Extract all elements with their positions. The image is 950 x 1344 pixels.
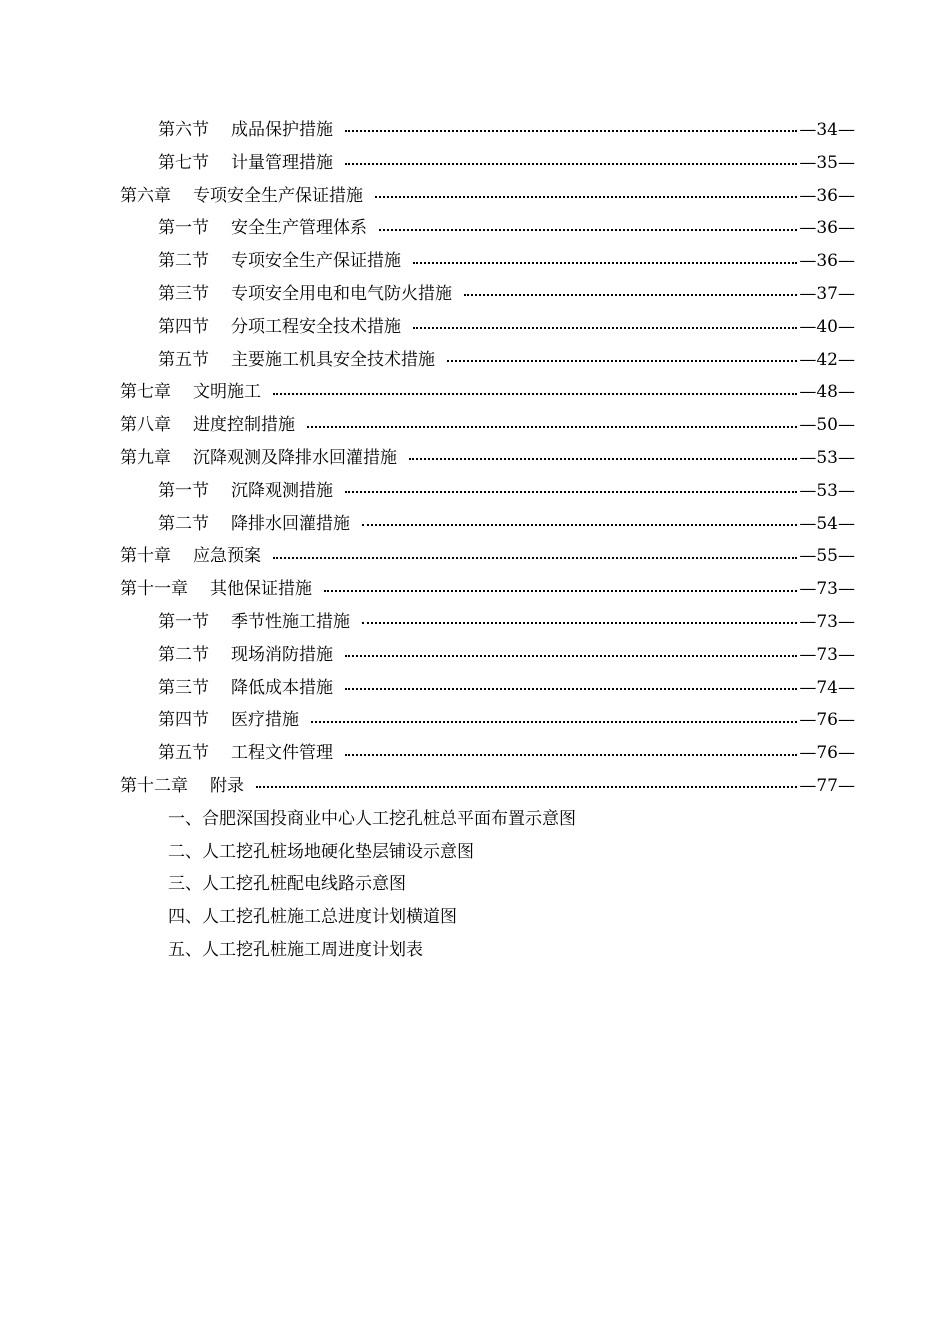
toc-entry-page: —37— <box>799 283 855 304</box>
toc-entry-number: 第五节 <box>158 743 209 764</box>
appendix-item-title: 四、人工挖孔桩施工总进度计划横道图 <box>168 907 457 928</box>
toc-entry-page: —77— <box>799 775 855 796</box>
dot-leader <box>345 655 797 657</box>
dot-leader <box>464 294 797 296</box>
dot-leader <box>409 458 797 460</box>
toc-entry-page: —36— <box>799 218 855 239</box>
toc-entry-title: 进度控制措施 <box>193 415 295 436</box>
toc-entry-page: —53— <box>799 447 855 468</box>
toc-entry-title: 沉降观测措施 <box>231 480 333 501</box>
dot-leader <box>447 360 797 362</box>
toc-entry[interactable] <box>0 606 950 639</box>
appendix-item-title: 一、合肥深国投商业中心人工挖孔桩总平面布置示意图 <box>168 808 576 829</box>
toc-entry[interactable] <box>0 147 950 180</box>
dot-leader <box>413 262 797 264</box>
dot-leader <box>273 557 797 559</box>
toc-entry-number: 第一节 <box>158 480 209 501</box>
toc-entry-number: 第六节 <box>158 120 209 140</box>
toc-entry[interactable] <box>0 311 950 344</box>
toc-entry-page: —76— <box>799 743 855 764</box>
toc-entry-number: 第四节 <box>158 316 209 337</box>
toc-entry[interactable] <box>0 672 950 705</box>
table-of-contents <box>0 114 950 967</box>
toc-entry-title: 降低成本措施 <box>231 677 333 698</box>
toc-entry-page: —42— <box>799 349 855 370</box>
dot-leader <box>324 590 797 592</box>
toc-entry-number: 第五节 <box>158 349 209 370</box>
toc-entry-number: 第七章 <box>120 382 171 403</box>
toc-entry-title: 附录 <box>210 775 244 796</box>
toc-entry-title: 成品保护措施 <box>231 120 333 140</box>
toc-entry-title: 计量管理措施 <box>231 152 333 173</box>
toc-entry-title: 文明施工 <box>193 382 261 403</box>
dot-leader <box>345 688 797 690</box>
appendix-item[interactable] <box>0 901 950 934</box>
toc-entry-title: 专项安全用电和电气防火措施 <box>231 283 452 304</box>
appendix-item[interactable] <box>0 836 950 869</box>
toc-entry[interactable] <box>0 114 950 147</box>
toc-entry-number: 第二节 <box>158 513 209 534</box>
toc-entry[interactable] <box>0 278 950 311</box>
toc-entry[interactable] <box>0 212 950 245</box>
dot-leader <box>362 524 797 526</box>
dot-leader <box>345 130 797 132</box>
toc-entry-page: —73— <box>799 644 855 665</box>
toc-entry-title: 工程文件管理 <box>231 743 333 764</box>
dot-leader <box>375 196 797 198</box>
toc-entry[interactable] <box>0 376 950 409</box>
appendix-item[interactable] <box>0 934 950 967</box>
dot-leader <box>311 721 797 723</box>
toc-entry-page: —73— <box>799 579 855 600</box>
toc-entry[interactable] <box>0 442 950 475</box>
toc-entry[interactable] <box>0 180 950 213</box>
toc-entry-number: 第十一章 <box>120 579 188 600</box>
toc-entry-page: —54— <box>799 513 855 534</box>
toc-entry-title: 现场消防措施 <box>231 644 333 665</box>
toc-entry-page: —40— <box>799 316 855 337</box>
dot-leader <box>362 622 797 624</box>
appendix-item-title: 五、人工挖孔桩施工周进度计划表 <box>168 939 423 960</box>
appendix-item-title: 三、人工挖孔桩配电线路示意图 <box>168 874 406 895</box>
toc-entry-page: —74— <box>799 677 855 698</box>
dot-leader <box>379 229 797 231</box>
toc-entry-title: 分项工程安全技术措施 <box>231 316 401 337</box>
toc-entry-number: 第二节 <box>158 251 209 272</box>
toc-entry[interactable] <box>0 737 950 770</box>
toc-entry[interactable] <box>0 770 950 803</box>
toc-entry[interactable] <box>0 245 950 278</box>
toc-entry-page: —50— <box>799 415 855 436</box>
toc-entry-number: 第十二章 <box>120 775 188 796</box>
toc-entry-title: 专项安全生产保证措施 <box>193 185 363 206</box>
toc-entry-title: 主要施工机具安全技术措施 <box>231 349 435 370</box>
toc-entry-number: 第四节 <box>158 710 209 731</box>
toc-entry-page: —55— <box>799 546 855 567</box>
dot-leader <box>345 163 797 165</box>
toc-entry-number: 第九章 <box>120 447 171 468</box>
toc-entry-number: 第三节 <box>158 283 209 304</box>
appendix-item[interactable] <box>0 868 950 901</box>
toc-entry-page: —36— <box>799 251 855 272</box>
toc-entry[interactable] <box>0 704 950 737</box>
toc-entry-page: —76— <box>799 710 855 731</box>
toc-entry[interactable] <box>0 409 950 442</box>
toc-entry[interactable] <box>0 344 950 377</box>
toc-entry-title: 专项安全生产保证措施 <box>231 251 401 272</box>
toc-entry[interactable] <box>0 639 950 672</box>
toc-entry-number: 第三节 <box>158 677 209 698</box>
toc-entry-title: 其他保证措施 <box>210 579 312 600</box>
toc-entry-title: 季节性施工措施 <box>231 611 350 632</box>
toc-entry-number: 第一节 <box>158 611 209 632</box>
toc-entry-number: 第二节 <box>158 644 209 665</box>
toc-entry[interactable] <box>0 573 950 606</box>
toc-entry-page: —73— <box>799 611 855 632</box>
toc-entry[interactable] <box>0 540 950 573</box>
toc-entry-page: —34— <box>799 120 855 140</box>
toc-entry-number: 第十章 <box>120 546 171 567</box>
dot-leader <box>256 786 797 788</box>
toc-entry-number: 第七节 <box>158 152 209 173</box>
toc-entry[interactable] <box>0 508 950 541</box>
toc-entry-title: 降排水回灌措施 <box>231 513 350 534</box>
appendix-item-title: 二、人工挖孔桩场地硬化垫层铺设示意图 <box>168 841 474 862</box>
toc-entry-page: —35— <box>799 152 855 173</box>
dot-leader <box>413 327 797 329</box>
toc-entry-title: 沉降观测及降排水回灌措施 <box>193 447 397 468</box>
toc-entry-number: 第八章 <box>120 415 171 436</box>
toc-entry-title: 安全生产管理体系 <box>231 218 367 239</box>
toc-entry-number: 第一节 <box>158 218 209 239</box>
toc-entry-title: 应急预案 <box>193 546 261 567</box>
toc-entry[interactable] <box>0 475 950 508</box>
toc-entry-page: —48— <box>799 382 855 403</box>
dot-leader <box>345 754 797 756</box>
toc-entry-title: 医疗措施 <box>231 710 299 731</box>
dot-leader <box>307 426 797 428</box>
appendix-item[interactable] <box>0 803 950 836</box>
toc-entry-page: —36— <box>799 185 855 206</box>
dot-leader <box>345 491 797 493</box>
dot-leader <box>273 393 797 395</box>
toc-entry-page: —53— <box>799 480 855 501</box>
toc-entry-number: 第六章 <box>120 185 171 206</box>
